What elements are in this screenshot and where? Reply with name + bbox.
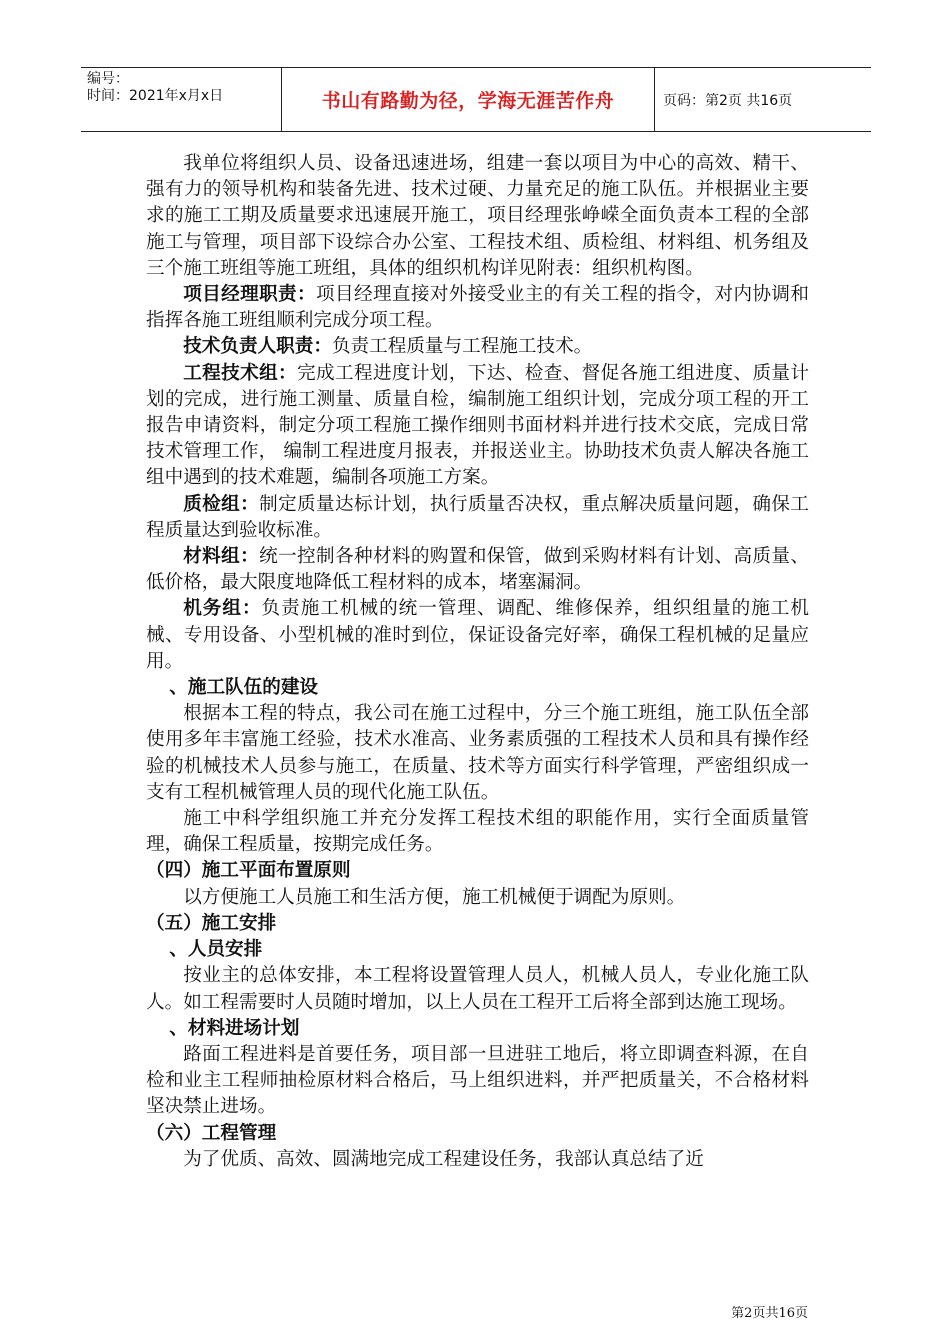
document-body bbox=[146, 151, 809, 1173]
heading-construction-arrangement: （五）施工安排 bbox=[146, 912, 277, 934]
heading-team-building: 、施工队伍的建设 bbox=[169, 677, 319, 699]
paragraph-lead: 材料组： bbox=[183, 546, 260, 568]
paragraph-pm-duties bbox=[146, 282, 809, 334]
page-header bbox=[81, 67, 871, 132]
paragraph-lead: 项目经理职责： bbox=[183, 284, 317, 306]
page-footer: 第2页共16页 bbox=[731, 1306, 808, 1321]
paragraph-text: 我单位将组织人员、设备迅速进场，组建一套以项目为中心的高效、精干、强有力的领导机构和装备先进、技术过硬、力量充足的施工队伍。并根据业主要求的施工工期及质量要求迅速展开施工，项目经理张峥嵘全面负责本工程的全部施工与管理，项目部下设综合办公室、工程技术组、质检组、材料组、机务组及三个施工班组等施工班组，具体的组织机构详见附表：组织机构图。 bbox=[146, 153, 809, 279]
heading-project-management: （六）工程管理 bbox=[146, 1122, 277, 1144]
paragraph-team-1: 根据本工程的特点，我公司在施工过程中，分三个施工班组，施工队伍全部使用多年丰富施工经验，技术水准高、业务素质强的工程技术人员和具有操作经验的机械技术人员参与施工，在质量、技术等方面实行科学管理，严密组织成一支有工程机械管理人员的现代化施工队伍。 bbox=[146, 703, 809, 803]
paragraph-text: 负责施工机械的统一管理、调配、维修保养，组织组量的施工机械、专用设备、小型机械的准时到位，保证设备完好率，确保工程机械的足量应用。 bbox=[146, 598, 809, 672]
paragraph-materials-group bbox=[146, 544, 809, 596]
paragraph-lead: 机务组： bbox=[183, 598, 262, 620]
paragraph-text: 统一控制各种材料的购置和保管，做到采购材料有计划、高质量、低价格，最大限度地降低工程材料的成本，堵塞漏洞。 bbox=[146, 546, 809, 594]
paragraph-lead: 技术负责人职责： bbox=[183, 336, 332, 358]
paragraph-material-plan: 路面工程进料是首要任务，项目部一旦进驻工地后，将立即调查料源，在自检和业主工程师抽检原材料合格后，马上组织进料，并严把质量关，不合格材料坚决禁止进场。 bbox=[146, 1043, 809, 1118]
paragraph-intro bbox=[146, 151, 809, 282]
paragraph-text: 项目经理直接对外接受业主的有关工程的指令，对内协调和指挥各施工班组顺利完成分项工程。 bbox=[146, 284, 809, 332]
heading-site-layout: （四）施工平面布置原则 bbox=[146, 860, 351, 882]
header-motto-cell bbox=[282, 68, 655, 131]
paragraph-lead: 工程技术组： bbox=[183, 362, 298, 384]
paragraph-tech-lead-duties bbox=[146, 334, 809, 360]
paragraph-team-2: 施工中科学组织施工并充分发挥工程技术组的职能作用，实行全面质量管理，确保工程质量，按期完成任务。 bbox=[146, 808, 809, 856]
paragraph-qc-group bbox=[146, 492, 809, 544]
paragraph-engineering-group bbox=[146, 361, 809, 492]
paragraph-text: 制定质量达标计划，执行质量否决权，重点解决质量问题，确保工程质量达到验收标准。 bbox=[146, 493, 809, 541]
paragraph-text: 完成工程进度计划，下达、检查、督促各施工组进度、质量计划的完成，进行施工测量、质量自检，编制施工组织计划，完成分项工程的开工报告申请资料，制定分项工程施工操作细则书面材料并进行技术交底，完成日常技术管理工作， 编制工程进度月报表，并报送业主。协助技术负责人解决各施工组中遇到的技术难题，编制各项施工方案。 bbox=[146, 362, 809, 489]
heading-material-plan: 、材料进场计划 bbox=[169, 1017, 300, 1039]
paragraph-text: 负责工程质量与工程施工技术。 bbox=[331, 336, 593, 358]
header-page-number: 页码：第2页 共16页 bbox=[663, 92, 793, 109]
paragraph-project-management: 为了优质、高效、圆满地完成工程建设任务，我部认真总结了近 bbox=[183, 1148, 704, 1170]
header-date: 时间：2021年x月x日 bbox=[87, 88, 224, 104]
header-number: 编号： bbox=[87, 71, 129, 87]
heading-staffing: 、人员安排 bbox=[169, 939, 263, 961]
paragraph-lead: 质检组： bbox=[183, 493, 260, 515]
paragraph-site-layout: 以方便施工人员施工和生活方便，施工机械便于调配为原则。 bbox=[183, 886, 686, 908]
header-motto: 书山有路勤为径，学海无涯苦作舟 bbox=[321, 90, 615, 112]
header-meta bbox=[81, 68, 282, 131]
paragraph-machinery-group bbox=[146, 596, 809, 675]
paragraph-staffing: 按业主的总体安排，本工程将设置管理人员人，机械人员人，专业化施工队人。如工程需要时人员随时增加，以上人员在工程开工后将全部到达施工现场。 bbox=[146, 965, 809, 1013]
header-page-cell bbox=[655, 68, 871, 131]
